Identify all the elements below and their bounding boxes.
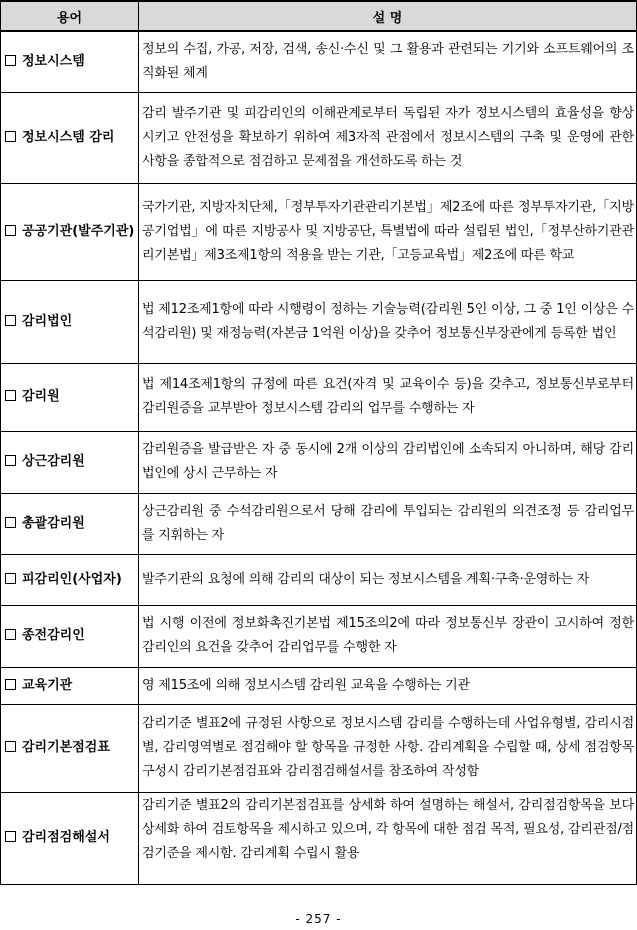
table-row xyxy=(1,493,637,554)
page-number: - 257 - xyxy=(295,912,342,926)
table-row xyxy=(1,183,637,280)
table-row xyxy=(1,280,637,363)
term-label: 감리기본점검표 xyxy=(22,740,110,755)
term-label: 상근감리원 xyxy=(22,454,85,469)
term-label: 총괄감리원 xyxy=(22,515,85,531)
checkbox-square-icon xyxy=(5,629,16,640)
term-label: 종전감리인 xyxy=(22,628,85,643)
table-row xyxy=(1,667,637,704)
table-row xyxy=(1,431,637,493)
description-cell: 발주기관의 요청에 의해 감리의 대상이 되는 정보시스템을 계획·구축·운영하는 자 xyxy=(139,554,637,605)
description-cell: 정보의 수집, 가공, 저장, 검색, 송신·수신 및 그 활용과 관련되는 기기와 소프트웨어의 조직화된 체계 xyxy=(139,31,637,92)
description-cell: 법 제14조제1항의 규정에 따른 요건(자격 및 교육이수 등)을 갖추고, 정보통신부로부터 감리원증을 교부받아 정보시스템 감리의 업무를 수행하는 자 xyxy=(139,363,637,431)
table-row xyxy=(1,31,637,92)
checkbox-square-icon xyxy=(5,741,16,752)
term-label: 감리원 xyxy=(22,389,60,404)
table-row xyxy=(1,792,637,884)
checkbox-square-icon xyxy=(5,679,16,690)
term-cell xyxy=(1,363,139,431)
table-row xyxy=(1,92,637,183)
table-body xyxy=(1,31,637,884)
checkbox-square-icon xyxy=(5,55,16,66)
term-cell xyxy=(1,183,139,280)
term-cell xyxy=(1,280,139,363)
term-cell xyxy=(1,493,139,554)
checkbox-square-icon xyxy=(5,225,16,236)
description-cell: 법 시행 이전에 정보화촉진기본법 제15조의2에 따라 정보통신부 장관이 고시하여 정한 감리인의 요건을 갖추어 감리업무를 수행한 자 xyxy=(139,605,637,667)
description-cell: 감리기준 별표2의 감리기본점검표를 상세화 하여 설명하는 해설서, 감리점검항목을 보다 상세화 하여 검토항목을 제시하고 있으며, 각 항목에 대한 점검 목적, 필요성, 감리관점/점검기준을 제시함. 감리계획 수립시 활용 xyxy=(139,792,637,884)
checkbox-square-icon xyxy=(5,390,16,401)
term-cell xyxy=(1,554,139,605)
checkbox-square-icon xyxy=(5,455,16,466)
checkbox-square-icon xyxy=(5,831,16,842)
term-label: 감리점검해설서 xyxy=(22,830,110,845)
term-cell xyxy=(1,704,139,792)
description-cell: 법 제12조제1항에 따라 시행령이 정하는 기술능력(감리원 5인 이상, 그 중 1인 이상은 수석감리원) 및 재정능력(자본금 1억원 이상)을 갖추어 정보통신부장관에게 등록한 법인 xyxy=(139,280,637,363)
term-label: 공공기관(발주기관) xyxy=(22,223,135,239)
checkbox-square-icon xyxy=(5,315,16,326)
term-label: 감리법인 xyxy=(22,313,73,329)
description-cell: 영 제15조에 의해 정보시스템 감리원 교육을 수행하는 기관 xyxy=(139,667,637,704)
term-cell xyxy=(1,792,139,884)
description-cell: 감리기준 별표2에 규정된 사항으로 정보시스템 감리를 수행하는데 사업유형별, 감리시점별, 감리영역별로 점검해야 할 항목을 규정한 사항. 감리계획을 수립할 때, 상세 점검항목 구성시 감리기본점검표와 감리점검해설서를 참조하여 작성함 xyxy=(139,704,637,792)
checkbox-square-icon xyxy=(5,131,16,142)
table-row xyxy=(1,363,637,431)
table-header-row xyxy=(1,1,637,31)
checkbox-square-icon xyxy=(5,573,16,584)
term-cell xyxy=(1,605,139,667)
term-cell xyxy=(1,92,139,183)
description-cell: 감리 발주기관 및 피감리인의 이해관계로부터 독립된 자가 정보시스템의 효율성을 향상시키고 안전성을 확보하기 위하여 제3자적 관점에서 정보시스템의 구축 및 운영에 관한 사항을 종합적으로 점검하고 문제점을 개선하도록 하는 것 xyxy=(139,92,637,183)
description-cell: 상근감리원 중 수석감리원으로서 당해 감리에 투입되는 감리원의 의견조정 등 감리업무를 지휘하는 자 xyxy=(139,493,637,554)
term-label: 피감리인(사업자) xyxy=(22,571,122,587)
term-label: 정보시스템 감리 xyxy=(22,129,115,145)
description-cell: 국가기관, 지방자치단체,「정부투자기관관리기본법」제2조에 따른 정부투자기관,「지방공기업법」에 따른 지방공사 및 지방공단, 특별법에 따라 설립된 법인,「정부산하기관관리기본법」제3조제1항의 적용을 받는 기관,「고등교육법」제2조에 따른 학교 xyxy=(139,183,637,280)
term-label: 정보시스템 xyxy=(22,53,85,69)
description-cell: 감리원증을 발급받은 자 중 동시에 2개 이상의 감리법인에 소속되지 아니하며, 해당 감리법인에 상시 근무하는 자 xyxy=(139,431,637,493)
header-description: 설 명 xyxy=(139,1,637,31)
table-row xyxy=(1,554,637,605)
term-cell xyxy=(1,31,139,92)
table-row xyxy=(1,704,637,792)
table-row xyxy=(1,605,637,667)
term-label: 교육기관 xyxy=(22,677,73,693)
checkbox-square-icon xyxy=(5,517,16,528)
term-cell xyxy=(1,667,139,704)
header-term: 용어 xyxy=(1,1,139,31)
term-cell xyxy=(1,431,139,493)
